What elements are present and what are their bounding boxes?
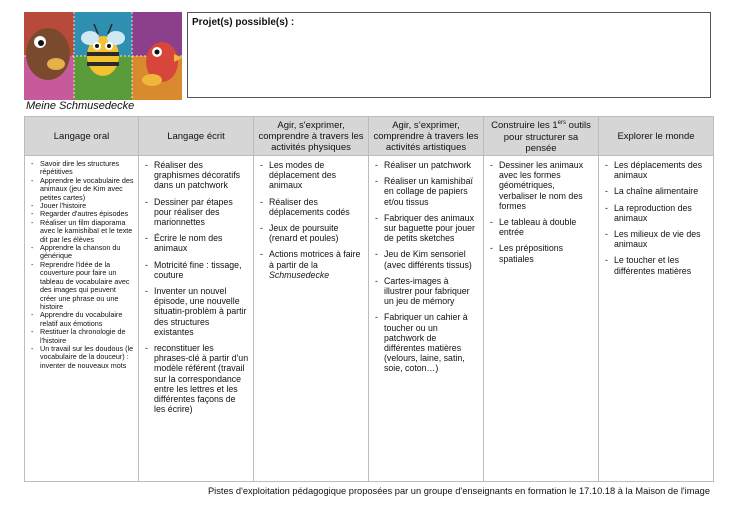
list-item: - Apprendre du vocabulaire relatif aux émotions <box>30 311 134 328</box>
column-header-activites-artistiques: Agir, s’exprimer, comprendre à travers les activités artistiques <box>369 117 484 156</box>
list-item: - La chaîne alimentaire <box>604 186 709 196</box>
column-header-activites-physiques: Agir, s'exprimer, comprendre à travers les activités physiques <box>254 117 369 156</box>
item-list <box>140 157 252 414</box>
list-item: - Regarder d'autres épisodes <box>30 210 134 218</box>
column-header-explorer-le-monde: Explorer le monde <box>599 117 714 156</box>
list-item: - Savoir dire les structures répétitives <box>30 160 134 177</box>
list-item: - Motricité fine : tissage, couture <box>144 260 249 280</box>
column-cell-explorer-le-monde <box>599 156 714 482</box>
column-cell-outils <box>484 156 599 482</box>
projet-box <box>187 12 711 98</box>
list-item: - Écrire le nom des animaux <box>144 233 249 253</box>
column-header-outils: Construire les 1ers outils pour structurer sa pensée <box>484 117 599 156</box>
list-item: - Reprendre l'idée de la couverture pour faire un tableau de vocabulaire avec des images qui peuvent créer une phrase ou une histoire <box>30 261 134 311</box>
list-item: - Dessiner par étapes pour réaliser des marionnettes <box>144 197 249 228</box>
list-item: - Les modes de déplacement des animaux <box>259 160 364 191</box>
book-title: Meine Schmusedecke <box>26 100 135 112</box>
column-header-langage-oral: Langage oral <box>25 117 139 156</box>
projet-label: Projet(s) possible(s) : <box>192 17 295 28</box>
list-item: - Les déplacements des animaux <box>604 160 709 180</box>
list-item: - Les milieux de vie des animaux <box>604 229 709 249</box>
list-item: - Inventer un nouvel épisode, une nouvelle situatin-problèm à partir des structures existantes <box>144 286 249 337</box>
list-item: - Les prépositions spatiales <box>489 243 594 263</box>
list-item: - Un travail sur les doudous (le vocabulaire de la douceur) : inventer de nouveaux mots <box>30 345 134 370</box>
list-item: - Apprendre le vocabulaire des animaux (jeu de Kim avec petites cartes) <box>30 177 134 202</box>
column-cell-activites-physiques <box>254 156 369 482</box>
list-item: - Fabriquer un cahier à toucher ou un patchwork de différentes matières (velours, laine, satin, soie, coton…) <box>374 312 479 373</box>
list-item: - Le toucher et les différentes matières <box>604 255 709 275</box>
column-cell-langage-ecrit <box>139 156 254 482</box>
column-cell-activites-artistiques <box>369 156 484 482</box>
list-item: - Réaliser un film diaporama avec le kamishibaï et le texte dit par les élèves <box>30 219 134 244</box>
list-item: - Le tableau à double entrée <box>489 217 594 237</box>
list-item: - Dessiner les animaux avec les formes géométriques, verbaliser le nom des formes <box>489 160 594 211</box>
item-list <box>370 157 482 374</box>
list-item: - La reproduction des animaux <box>604 203 709 223</box>
list-item: - Fabriquer des animaux sur baguette pour jouer de petits sketches <box>374 213 479 244</box>
column-header-langage-ecrit: Langage écrit <box>139 117 254 156</box>
list-item: - Cartes-images à illustrer pour fabriquer un jeu de mémory <box>374 276 479 307</box>
list-item: - Actions motrices à faire à partir de la Schmusedecke <box>259 249 364 280</box>
item-list <box>255 157 367 280</box>
list-item: - Réaliser des graphismes décoratifs dans un patchwork <box>144 160 249 191</box>
book-cover-image <box>24 12 182 100</box>
column-cell-langage-oral <box>25 156 139 482</box>
activities-table <box>24 116 714 482</box>
content-row <box>25 156 714 482</box>
list-item: - Jeu de Kim sensoriel (avec différents tissus) <box>374 249 479 269</box>
list-item: - Jouer l'histoire <box>30 202 134 210</box>
list-item: - Réaliser des déplacements codés <box>259 197 364 217</box>
item-list <box>600 157 712 276</box>
list-item: - Réaliser un kamishibaï en collage de papiers et/ou tissus <box>374 176 479 207</box>
item-list <box>485 157 597 264</box>
list-item: - Jeux de poursuite (renard et poules) <box>259 223 364 243</box>
item-list <box>26 157 137 370</box>
list-item: - Restituer la chronologie de l'histoire <box>30 328 134 345</box>
list-item: - Réaliser un patchwork <box>374 160 479 170</box>
list-item: - Apprendre la chanson du générique <box>30 244 134 261</box>
footer-note: Pistes d'exploitation pédagogique proposées par un groupe d'enseignants en formation le 17.10.18 à la Maison de l'image <box>207 486 710 496</box>
header-row <box>25 117 714 156</box>
list-item: - reconstituer les phrases-clé à partir d'un modèle référent (travail sur la correspondance entre les lettres et les différentes façons de les écrire) <box>144 343 249 414</box>
